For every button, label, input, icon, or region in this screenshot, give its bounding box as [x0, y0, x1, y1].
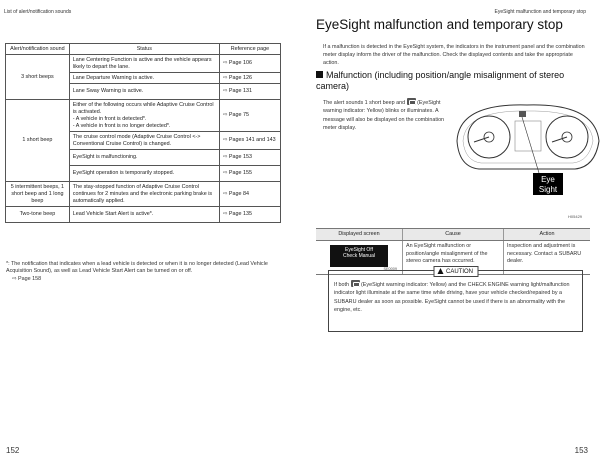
caution-text: If both (EyeSight warning indicator: Yellow) and the CHECK ENGINE warning light/malfunction indicator light illuminate at the same time while driving, have your vehicle checked/repaired by a SUBARU dealer as soon as possible. EyeSight cannot be used if there is an abnormality with the engine, etc.: [334, 282, 570, 314]
figure-code: H05429: [568, 214, 583, 219]
header-sound: Alert/notification sound: [6, 44, 70, 55]
status-cell: The cruise control mode (Adaptive Cruise Control <-> Conventional Cruise Control) is changed.: [69, 132, 219, 150]
right-page: [300, 0, 600, 471]
instrument-cluster-figure: [455, 95, 600, 195]
intro-paragraph: If a malfunction is detected in the EyeSight system, the indicators in the instrument panel and the combination meter display inform the driver of the malfunction. Check the displayed contents and take the appropriate action.: [323, 44, 585, 67]
status-cell: EyeSight operation is temporarily stopped.: [69, 166, 219, 182]
arrow-right-icon: ⇨: [222, 137, 229, 144]
sound-cell: Two-tone beep: [6, 207, 70, 223]
footnote: *: The notification that indicates when a lead vehicle is detected or when it is no longer detected (Lead Vehicle Acquisition Sound), as well as Lead Vehicle Start Alert can be turned on or off. ⇨ Page 158: [6, 261, 268, 282]
section-heading: Malfunction (including position/angle misalignment of stereo camera): [316, 70, 565, 91]
ref-cell: ⇨ Page 126: [219, 73, 280, 84]
header-cause: Cause: [403, 229, 504, 241]
page-title: EyeSight malfunction and temporary stop: [316, 17, 563, 32]
arrow-right-icon: ⇨: [222, 60, 229, 67]
action-cell: Inspection and adjustment is necessary. Contact a SUBARU dealer.: [504, 241, 591, 275]
status-cell: Lead Vehicle Start Alert is active*.: [69, 207, 219, 223]
status-cell: EyeSight is malfunctioning.: [69, 150, 219, 166]
caution-box: [328, 270, 583, 332]
table-row: [6, 100, 281, 132]
running-head-left: List of alert/notification sounds: [4, 9, 72, 15]
eyesight-warning-icon: [519, 111, 526, 117]
table-header-row: [316, 229, 590, 241]
sound-cell: 1 short beep: [6, 100, 70, 182]
ref-cell: ⇨ Page 75: [219, 100, 280, 132]
caution-triangle-icon: [437, 268, 443, 274]
arrow-right-icon: ⇨: [222, 154, 229, 161]
arrow-right-icon: ⇨: [222, 190, 229, 197]
arrow-right-icon: ⇨: [222, 88, 229, 95]
ref-cell: ⇨ Page 84: [219, 182, 280, 207]
header-action: Action: [504, 229, 591, 241]
caution-label: CAUTION: [433, 266, 478, 277]
square-bullet-icon: [316, 71, 323, 78]
ref-cell: ⇨ Page 155: [219, 166, 280, 182]
body-paragraph: The alert sounds 1 short beep and (EyeSight warning indicator: Yellow) blinks or illuminates. A message will also be displayed on the combination meter display.: [323, 100, 445, 132]
ref-cell: ⇨ Pages 141 and 143: [219, 132, 280, 150]
cause-cell: An EyeSight malfunction or position/angle misalignment of the stereo camera has occurred.: [403, 241, 504, 275]
sound-cell: 3 short beeps: [6, 55, 70, 100]
running-head-right: EyeSight malfunction and temporary stop: [494, 9, 586, 15]
status-cell: The stay-stopped function of Adaptive Cruise Control continues for 2 minutes and the electronic parking brake is automatically applied.: [69, 182, 219, 207]
ref-cell: ⇨ Page 131: [219, 84, 280, 100]
table-header-row: [6, 44, 281, 55]
status-cell: Either of the following occurs while Adaptive Cruise Control is activated. - A vehicle in front is detected*. - A vehicle in front is no longer detected*.: [69, 100, 219, 132]
arrow-right-icon: ⇨: [222, 211, 229, 218]
arrow-right-icon: ⇨: [222, 170, 229, 177]
arrow-right-icon: ⇨: [12, 275, 19, 282]
ref-cell: ⇨ Page 135: [219, 207, 280, 223]
arrow-right-icon: ⇨: [222, 74, 229, 81]
table-row: [6, 207, 281, 223]
page-number-left: 152: [6, 446, 20, 455]
footnote-link[interactable]: Page 158: [18, 275, 42, 282]
screen-code: SE0009: [383, 267, 397, 272]
arrow-right-icon: ⇨: [222, 112, 229, 119]
badge-text-line2: Sight: [538, 185, 558, 194]
header-reference: Reference page: [219, 44, 280, 55]
header-screen: Displayed screen: [316, 229, 403, 241]
eyesight-warning-icon: [407, 98, 416, 105]
status-cell: Lane Sway Warning is active.: [69, 84, 219, 100]
sound-cell: 5 intermittent beeps, 1 short beep and 1 long beep: [6, 182, 70, 207]
alert-sound-table: [5, 43, 281, 223]
table-row: [6, 55, 281, 73]
header-status: Status: [69, 44, 219, 55]
meter-display-screen: EyeSight Off Check Manual: [330, 245, 388, 267]
badge-text-line1: Eye: [541, 175, 555, 184]
ref-cell: ⇨ Page 106: [219, 55, 280, 73]
status-cell: Lane Departure Warning is active.: [69, 73, 219, 84]
page-number-right: 153: [574, 446, 588, 455]
status-cell: Lane Centering Function is active and the vehicle appears likely to depart the lane.: [69, 55, 219, 73]
ref-cell: ⇨ Page 153: [219, 150, 280, 166]
table-row: [6, 182, 281, 207]
eyesight-warning-icon: [351, 280, 360, 287]
